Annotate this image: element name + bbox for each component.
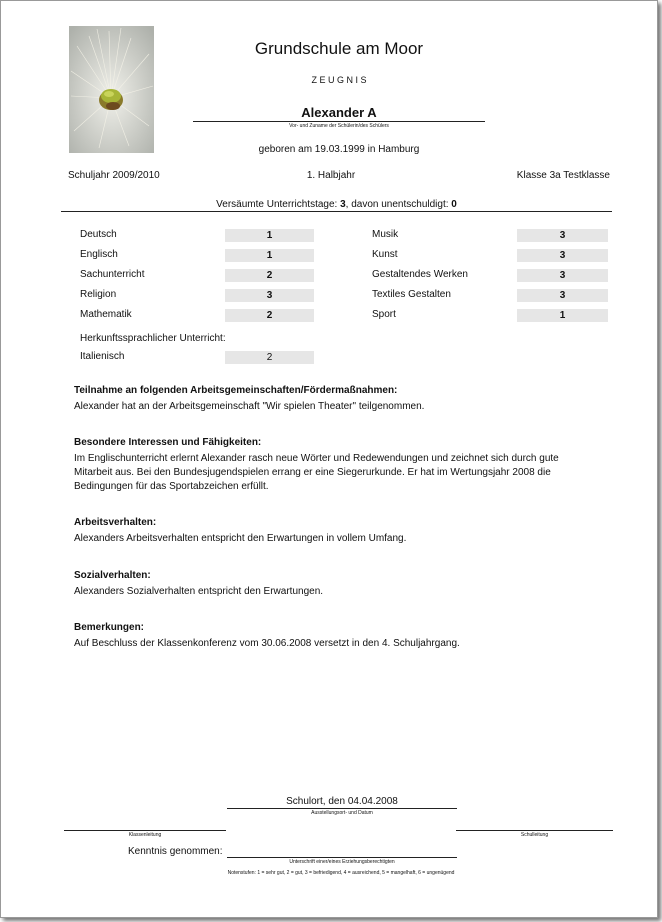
absence-unexcused: 0 xyxy=(451,199,457,210)
guardian-caption: Unterschrift einer/eines Erziehungsberechtigten xyxy=(289,859,395,865)
section-title: Sozialverhalten: xyxy=(74,570,151,581)
principal-caption: Schulleitung xyxy=(520,832,549,838)
section-text: Auf Beschluss der Klassenkonferenz vom 30.06.2008 versetzt in den 4. Schuljahrgang. xyxy=(74,638,460,649)
grade-value: 3 xyxy=(517,249,608,262)
acknowledged-label: Kenntnis genommen: xyxy=(128,846,223,857)
grade-value: 3 xyxy=(517,289,608,302)
student-name: Alexander A xyxy=(301,105,377,120)
heritage-grade: 2 xyxy=(225,351,314,364)
section-title: Besondere Interessen und Fähigkeiten: xyxy=(74,437,262,448)
subject-label: Sport xyxy=(372,309,396,320)
section-title: Arbeitsverhalten: xyxy=(74,517,157,528)
grade-value: 2 xyxy=(225,309,314,322)
grade-value: 1 xyxy=(225,249,314,262)
place-date-caption: Ausstellungsort- und Datum xyxy=(311,810,373,816)
class-info: Klasse 3a Testklasse xyxy=(516,170,610,181)
grade-value: 2 xyxy=(225,269,314,282)
place-date: Schulort, den 04.04.2008 xyxy=(286,796,398,807)
guardian-signature-line xyxy=(227,857,457,858)
section-text: Alexander hat an der Arbeitsgemeinschaft "Wir spielen Theater" teilgenommen. xyxy=(74,401,425,412)
subject-label: Musik xyxy=(372,229,399,240)
subject-label: Deutsch xyxy=(80,229,117,240)
student-name-line xyxy=(193,121,485,122)
student-name-caption: Vor- und Zuname der Schülerin/des Schülers xyxy=(289,123,389,129)
grade-value: 1 xyxy=(517,309,608,322)
absence-label: Versäumte Unterrichtstage: xyxy=(216,199,341,210)
teacher-signature-line xyxy=(64,830,226,831)
term: 1. Halbjahr xyxy=(306,170,356,181)
place-date-line xyxy=(227,808,457,809)
absence-divider xyxy=(61,211,612,212)
birth-info: geboren am 19.03.1999 in Hamburg xyxy=(258,144,420,155)
grade-value: 3 xyxy=(517,229,608,242)
document-type: Z E U G N I S xyxy=(311,75,367,85)
plant-image xyxy=(69,26,154,153)
section-title: Teilnahme an folgenden Arbeitsgemeinschaften/Fördermaßnahmen: xyxy=(74,385,398,396)
grade-scale-legend: Notenstufen: 1 = sehr gut, 2 = gut, 3 = befriedigend, 4 = ausreichend, 5 = mangelhaft, 6 = ungenügend xyxy=(227,870,455,876)
heritage-subject: Italienisch xyxy=(80,351,125,362)
absence-days: 3 xyxy=(340,199,346,210)
grade-value: 3 xyxy=(517,269,608,282)
subject-label: Englisch xyxy=(80,249,118,260)
subject-label: Sachunterricht xyxy=(80,269,145,280)
school-year: Schuljahr 2009/2010 xyxy=(68,170,160,181)
subject-label: Religion xyxy=(80,289,117,300)
header-photo xyxy=(69,26,154,153)
section-text: Alexanders Arbeitsverhalten entspricht den Erwartungen in vollem Umfang. xyxy=(74,533,407,544)
grade-value: 1 xyxy=(225,229,314,242)
section-title: Bemerkungen: xyxy=(74,622,145,633)
grade-value: 3 xyxy=(225,289,314,302)
subject-label: Kunst xyxy=(372,249,398,260)
heritage-label: Herkunftssprachlicher Unterricht: xyxy=(80,333,226,344)
school-name: Grundschule am Moor xyxy=(254,39,424,58)
section-text: Alexanders Sozialverhalten entspricht den Erwartungen. xyxy=(74,586,324,597)
subject-label: Mathematik xyxy=(80,309,132,320)
absence-unexcused-label: , davon unentschuldigt: xyxy=(345,199,452,210)
section-text: Im Englischunterricht erlernt Alexander rasch neue Wörter und Redewendungen und zeichnet sich durch gute Mitarbeit aus. Bei den Bundesjugendspielen errang er eine Siegerurkunde. Er hat im Wertungsjahr 2008 die Bedingungen für das Sportabzeichen erfüllt. xyxy=(74,453,559,492)
subject-label: Textiles Gestalten xyxy=(372,289,451,300)
subject-label: Gestaltendes Werken xyxy=(372,269,468,280)
absence-info xyxy=(61,199,612,210)
principal-signature-line xyxy=(456,830,613,831)
teacher-caption: Klassenleitung xyxy=(128,832,162,838)
